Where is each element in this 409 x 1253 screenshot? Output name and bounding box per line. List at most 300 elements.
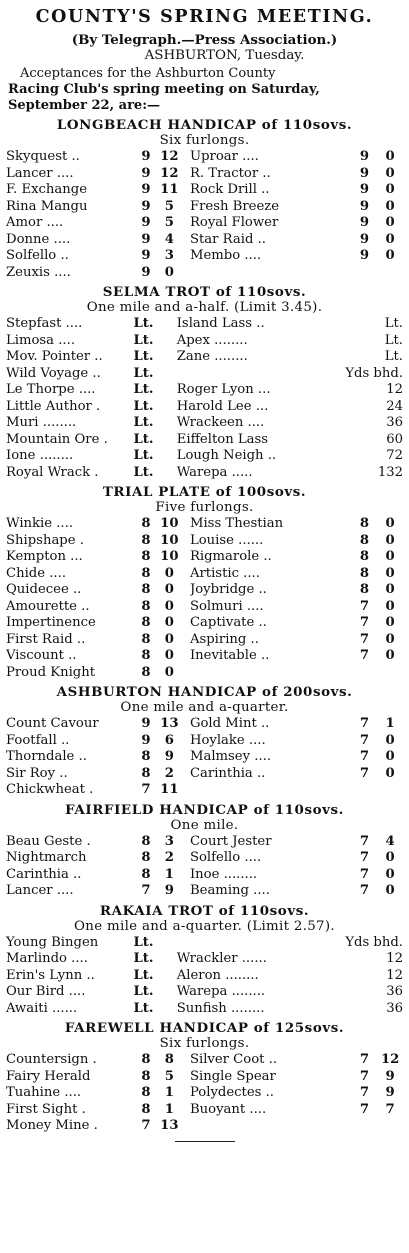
weight-stone: 9 — [141, 215, 151, 230]
column-gap — [181, 615, 190, 632]
weight-pounds: 0 — [164, 631, 174, 647]
horse-name: Chide .... — [6, 565, 67, 581]
weight-stone: 7 — [359, 850, 370, 865]
horse-name: Money Mine . — [6, 1118, 98, 1133]
weight-pounds: 0 — [164, 648, 174, 663]
weight-stone: 9 — [141, 248, 151, 263]
horse-name: Mov. Pointer .. — [6, 349, 103, 364]
race-subheading: One mile and a-quarter. (Limit 2.57). — [74, 918, 335, 934]
horse-name: Wrackeen .... — [176, 415, 265, 430]
column-gap — [181, 648, 190, 665]
weight-pounds: 0 — [385, 532, 395, 548]
horse-name: Countersign . — [6, 1052, 97, 1067]
intro-line: September 22, are:— — [8, 98, 161, 113]
weight-pounds: 0 — [164, 598, 174, 614]
race-section — [6, 802, 403, 900]
column-gap — [181, 566, 190, 583]
entries-table — [6, 935, 403, 1018]
horse-name: Awaiti ...... — [6, 1000, 78, 1016]
weight-pounds: 0 — [164, 582, 174, 597]
horse-name: Eiffelton Lass — [176, 431, 269, 447]
weight-pounds: 0 — [164, 264, 174, 280]
weight-stone: 8 — [141, 549, 151, 564]
race-heading: TRIAL PLATE of 100sovs. — [102, 484, 307, 500]
weight-pounds: 1 — [164, 1101, 174, 1117]
race-section — [6, 684, 403, 799]
horse-name: Zane ........ — [176, 349, 248, 364]
weight-pounds: 0 — [385, 149, 395, 164]
horse-name: Aspiring .. — [189, 631, 259, 647]
weight-pounds: 7 — [385, 1101, 395, 1117]
horse-name: First Sight . — [6, 1101, 86, 1117]
race-subheading: One mile and a-quarter. — [120, 700, 289, 715]
entry-row — [6, 199, 403, 216]
handicap-mark: Lt. — [133, 464, 154, 480]
weight-stone: 9 — [141, 149, 151, 164]
weight-pounds: 10 — [160, 532, 179, 548]
weight-stone — [352, 265, 378, 282]
horse-name: Beau Geste . — [6, 833, 91, 849]
horse-name: Polydectes .. — [189, 1085, 274, 1100]
horse-name — [177, 366, 342, 383]
horse-name: Island Lass .. — [176, 316, 265, 331]
entry-row — [6, 366, 403, 383]
horse-name: Donne .... — [6, 231, 71, 247]
weight-stone: 9 — [141, 198, 151, 214]
weight-stone: 8 — [141, 615, 151, 630]
entry-row — [6, 215, 403, 232]
handicap-mark: Lt. — [133, 398, 154, 414]
entry-row — [6, 1118, 403, 1135]
horse-name — [190, 1118, 352, 1135]
weight-pounds: 2 — [164, 765, 174, 781]
handicap-mark: Lt. — [133, 984, 154, 999]
horse-name: Buoyant .... — [189, 1101, 267, 1117]
handicap-mark: 132 — [377, 464, 403, 480]
horse-name: Young Bingen — [6, 934, 99, 950]
race-section — [6, 903, 403, 1018]
column-gap — [181, 248, 190, 265]
weight-pounds: 4 — [385, 833, 395, 849]
weight-stone: 7 — [359, 648, 370, 663]
horse-name: Wild Voyage .. — [6, 365, 101, 381]
entry-row — [6, 766, 403, 783]
horse-name: R. Tractor .. — [189, 165, 271, 181]
column-gap — [181, 199, 190, 216]
weight-stone: 8 — [141, 582, 151, 597]
weight-stone: 7 — [359, 598, 370, 614]
horse-name: Malmsey .... — [189, 749, 272, 764]
handicap-mark: Lt. — [384, 349, 403, 364]
entry-row — [6, 399, 403, 416]
horse-name: Nightmarch — [6, 850, 87, 865]
horse-name: Fresh Breeze — [189, 198, 280, 214]
horse-name: Muri ........ — [6, 415, 77, 430]
weight-pounds — [377, 782, 403, 799]
intro-line: Racing Club's spring meeting on Saturday, — [8, 82, 320, 97]
weight-stone: 8 — [141, 598, 151, 614]
handicap-mark: Lt. — [133, 332, 154, 348]
weight-pounds: 11 — [160, 182, 179, 197]
horse-name — [190, 665, 352, 682]
handicap-mark: 36 — [386, 1000, 403, 1016]
column-gap — [181, 215, 190, 232]
horse-name: Sunfish ........ — [176, 1000, 265, 1016]
weight-pounds: 9 — [385, 1085, 395, 1100]
weight-stone: 7 — [141, 883, 151, 898]
handicap-mark: Lt. — [133, 967, 154, 983]
entries-table — [6, 316, 403, 481]
horse-name: Aleron ........ — [176, 967, 259, 983]
horse-name: Solfello .... — [189, 850, 262, 865]
entry-row — [6, 834, 403, 851]
weight-pounds: 0 — [385, 883, 395, 898]
weight-pounds: 5 — [164, 198, 174, 214]
entry-row — [6, 182, 403, 199]
column-gap — [181, 632, 190, 649]
weight-stone: 7 — [141, 1118, 151, 1133]
entry-row — [6, 166, 403, 183]
entries-table — [6, 716, 403, 799]
article-title: COUNTY'S SPRING MEETING. — [35, 7, 374, 27]
handicap-mark: Yds bhd. — [345, 934, 403, 950]
entry-row — [6, 265, 403, 282]
weight-stone: 9 — [141, 165, 151, 181]
weight-stone: 7 — [359, 1068, 370, 1084]
horse-name: Footfall .. — [6, 732, 70, 748]
weight-pounds: 0 — [385, 598, 395, 614]
entry-row — [6, 549, 403, 566]
weight-stone: 7 — [359, 749, 370, 764]
weight-stone: 7 — [359, 866, 370, 882]
weight-pounds: 13 — [160, 716, 179, 731]
weight-stone: 8 — [141, 565, 151, 581]
column-gap — [181, 749, 190, 766]
column-gap — [181, 265, 190, 282]
column-gap — [181, 716, 190, 733]
handicap-mark: Lt. — [133, 382, 154, 397]
weight-pounds: 11 — [160, 782, 179, 797]
race-heading: SELMA TROT of 110sovs. — [102, 284, 307, 300]
weight-stone: 7 — [359, 1085, 370, 1100]
entry-row — [6, 465, 403, 482]
entry-row — [6, 1001, 403, 1018]
weight-stone: 9 — [359, 215, 370, 230]
horse-name: Uproar .... — [189, 149, 259, 164]
entry-row — [6, 349, 403, 366]
weight-stone: 8 — [141, 648, 151, 663]
handicap-mark: 24 — [386, 398, 403, 414]
weight-stone: 8 — [141, 1052, 151, 1067]
horse-name: Hoylake .... — [189, 732, 266, 748]
weight-stone: 8 — [141, 1068, 151, 1084]
weight-stone: 7 — [359, 765, 370, 781]
weight-stone: 8 — [141, 833, 151, 849]
weight-pounds: 0 — [164, 615, 174, 630]
handicap-mark: Lt. — [133, 934, 154, 950]
weight-pounds: 0 — [385, 615, 395, 630]
weight-pounds: 0 — [385, 231, 395, 247]
weight-pounds: 5 — [164, 215, 174, 230]
horse-name: Count Cavour — [6, 716, 99, 731]
handicap-mark: Yds bhd. — [345, 365, 403, 381]
weight-pounds: 0 — [385, 182, 395, 197]
entry-row — [6, 951, 403, 968]
weight-pounds: 0 — [385, 648, 395, 663]
horse-name: Solfello .. — [6, 248, 69, 263]
horse-name: Lancer .... — [6, 883, 74, 898]
handicap-mark: Lt. — [133, 448, 154, 463]
handicap-mark: 36 — [386, 415, 403, 430]
entry-row — [6, 850, 403, 867]
column-gap — [181, 733, 190, 750]
weight-stone: 9 — [359, 149, 370, 164]
horse-name: Apex ........ — [176, 332, 248, 348]
handicap-mark: Lt. — [133, 415, 154, 430]
entries-table — [6, 149, 403, 281]
horse-name: Rigmarole .. — [189, 549, 272, 564]
weight-stone: 9 — [359, 248, 370, 263]
weight-pounds: 8 — [164, 1052, 174, 1067]
weight-pounds — [377, 665, 403, 682]
column-gap — [181, 1069, 190, 1086]
handicap-mark: 12 — [386, 967, 403, 983]
horse-name: Little Author . — [6, 398, 101, 414]
weight-pounds: 10 — [160, 549, 179, 564]
weight-stone — [352, 665, 378, 682]
entry-row — [6, 749, 403, 766]
race-heading: FAIRFIELD HANDICAP of 110sovs. — [65, 801, 344, 818]
race-subheading: Six furlongs. — [159, 133, 250, 148]
handicap-mark: Lt. — [384, 332, 403, 348]
horse-name — [190, 782, 352, 799]
weight-stone: 8 — [141, 765, 151, 781]
entry-row — [6, 582, 403, 599]
horse-name: F. Exchange — [6, 182, 88, 197]
horse-name: Rock Drill .. — [189, 182, 270, 197]
horse-name — [177, 935, 342, 952]
weight-pounds: 0 — [385, 631, 395, 647]
handicap-mark: Lt. — [133, 349, 154, 364]
horse-name: Single Spear — [189, 1068, 276, 1084]
entry-row — [6, 1052, 403, 1069]
end-rule — [175, 1141, 235, 1142]
weight-pounds: 4 — [164, 231, 174, 247]
horse-name: Lancer .... — [6, 165, 74, 181]
horse-name: Quidecee .. — [6, 582, 82, 597]
entry-row — [6, 533, 403, 550]
weight-pounds: 0 — [385, 866, 395, 882]
entry-row — [6, 615, 403, 632]
column-gap — [181, 1052, 190, 1069]
weight-pounds: 1 — [385, 716, 395, 731]
race-subheading: Five furlongs. — [155, 500, 254, 515]
weight-pounds: 0 — [385, 516, 395, 531]
horse-name: Our Bird .... — [6, 984, 86, 999]
weight-stone: 8 — [359, 532, 370, 548]
weight-stone: 9 — [141, 182, 151, 197]
horse-name: Roger Lyon ... — [176, 382, 271, 397]
horse-name: Kempton ... — [6, 549, 83, 564]
column-gap — [181, 232, 190, 249]
weight-pounds: 0 — [385, 248, 395, 263]
weight-pounds: 0 — [385, 565, 395, 581]
weight-stone: 8 — [141, 1085, 151, 1100]
horse-name: Captivate .. — [189, 615, 267, 630]
weight-stone: 8 — [359, 565, 370, 581]
horse-name: Silver Coot .. — [189, 1052, 278, 1067]
race-heading: LONGBEACH HANDICAP of 110sovs. — [56, 117, 353, 133]
horse-name: Stepfast .... — [6, 316, 83, 331]
horse-name: Impertinence — [6, 615, 96, 630]
weight-stone: 9 — [141, 732, 151, 748]
weight-stone: 7 — [359, 615, 370, 630]
race-sections — [6, 117, 403, 1135]
horse-name: Harold Lee ... — [176, 398, 269, 414]
weight-stone: 7 — [359, 716, 370, 731]
weight-stone: 8 — [359, 516, 370, 531]
weight-stone: 8 — [141, 749, 151, 764]
horse-name: Rina Mangu — [6, 198, 88, 214]
horse-name: Gold Mint .. — [189, 716, 270, 731]
entry-row — [6, 566, 403, 583]
horse-name: Limosa .... — [6, 332, 76, 348]
horse-name: Artistic .... — [189, 565, 260, 581]
handicap-mark: Lt. — [133, 431, 154, 447]
weight-pounds: 9 — [164, 883, 174, 898]
column-gap — [181, 182, 190, 199]
weight-pounds: 0 — [385, 549, 395, 564]
race-section — [6, 484, 403, 681]
entry-row — [6, 432, 403, 449]
column-gap — [181, 883, 190, 900]
entry-row — [6, 883, 403, 900]
weight-pounds: 5 — [164, 1068, 174, 1084]
handicap-mark: Lt. — [133, 316, 154, 331]
weight-pounds: 0 — [164, 565, 174, 581]
race-heading: ASHBURTON HANDICAP of 200sovs. — [56, 684, 353, 700]
weight-stone: 8 — [359, 549, 370, 564]
weight-pounds: 1 — [164, 1085, 174, 1100]
weight-stone: 9 — [359, 182, 370, 197]
horse-name: Warepa ..... — [176, 464, 253, 480]
entry-row — [6, 716, 403, 733]
entry-row — [6, 333, 403, 350]
weight-pounds: 0 — [385, 850, 395, 865]
handicap-mark: 36 — [386, 984, 403, 999]
weight-stone: 8 — [141, 850, 151, 865]
entry-row — [6, 316, 403, 333]
horse-name — [190, 265, 352, 282]
entry-row — [6, 149, 403, 166]
race-subheading: One mile. — [170, 817, 239, 833]
horse-name: Zeuxis .... — [6, 264, 71, 280]
column-gap — [181, 516, 190, 533]
weight-stone: 7 — [359, 732, 370, 748]
horse-name: Le Thorpe .... — [6, 382, 96, 397]
weight-stone: 7 — [359, 883, 370, 898]
entry-row — [6, 935, 403, 952]
handicap-mark: 12 — [386, 382, 403, 397]
horse-name: Royal Flower — [189, 215, 279, 230]
weight-pounds: 6 — [164, 732, 174, 748]
weight-stone: 7 — [359, 1052, 370, 1067]
entry-row — [6, 516, 403, 533]
horse-name: Chickwheat . — [6, 782, 94, 797]
race-section — [6, 1020, 403, 1135]
entry-row — [6, 632, 403, 649]
weight-stone: 9 — [141, 716, 151, 731]
horse-name: Carinthia .. — [6, 866, 82, 882]
horse-name: Skyquest .. — [6, 149, 80, 164]
horse-name: Inevitable .. — [189, 648, 270, 663]
horse-name: Thorndale .. — [6, 749, 87, 764]
entry-row — [6, 415, 403, 432]
column-gap — [181, 867, 190, 884]
weight-stone: 8 — [141, 532, 151, 548]
entries-table — [6, 834, 403, 900]
weight-stone — [352, 1118, 378, 1135]
entries-table — [6, 1052, 403, 1135]
weight-stone — [352, 782, 378, 799]
weight-stone: 7 — [141, 782, 151, 797]
weight-stone: 7 — [359, 833, 370, 849]
weight-stone: 9 — [359, 198, 370, 214]
horse-name: Lough Neigh .. — [176, 448, 277, 463]
byline: (By Telegraph.—Press Association.) — [71, 32, 338, 48]
entry-row — [6, 782, 403, 799]
entry-row — [6, 968, 403, 985]
horse-name: Wrackler ...... — [176, 951, 267, 966]
intro-line: Acceptances for the Ashburton County — [20, 66, 276, 81]
race-section — [6, 117, 403, 281]
horse-name: Carinthia .. — [189, 765, 266, 781]
weight-pounds: 10 — [160, 516, 179, 531]
horse-name: Beaming .... — [189, 883, 270, 898]
weight-stone: 8 — [359, 582, 370, 597]
race-section — [6, 284, 403, 481]
entry-row — [6, 232, 403, 249]
column-gap — [181, 850, 190, 867]
column-gap — [181, 1118, 190, 1135]
horse-name: Sir Roy .. — [6, 765, 68, 781]
weight-stone: 9 — [359, 231, 370, 247]
entry-row — [6, 984, 403, 1001]
horse-name: Proud Knight — [6, 664, 96, 680]
horse-name: Erin's Lynn .. — [6, 967, 95, 983]
weight-pounds: 0 — [385, 582, 395, 597]
weight-pounds: 3 — [164, 248, 174, 263]
horse-name: Joybridge .. — [189, 582, 267, 597]
horse-name: Amor .... — [6, 215, 64, 230]
weight-stone: 8 — [141, 631, 151, 647]
column-gap — [181, 582, 190, 599]
horse-name: Star Raid .. — [189, 231, 266, 247]
weight-stone: 8 — [141, 516, 151, 531]
weight-pounds: 0 — [385, 215, 395, 230]
entries-table — [6, 516, 403, 681]
weight-pounds: 0 — [164, 664, 174, 680]
weight-stone: 7 — [359, 1101, 370, 1117]
weight-pounds: 12 — [160, 149, 179, 164]
horse-name: Inoe ........ — [189, 866, 258, 882]
column-gap — [181, 149, 190, 166]
weight-pounds: 2 — [164, 850, 174, 865]
column-gap — [181, 533, 190, 550]
weight-pounds: 9 — [385, 1068, 395, 1084]
weight-pounds — [377, 1118, 403, 1135]
horse-name: Tuahine .... — [6, 1085, 82, 1100]
